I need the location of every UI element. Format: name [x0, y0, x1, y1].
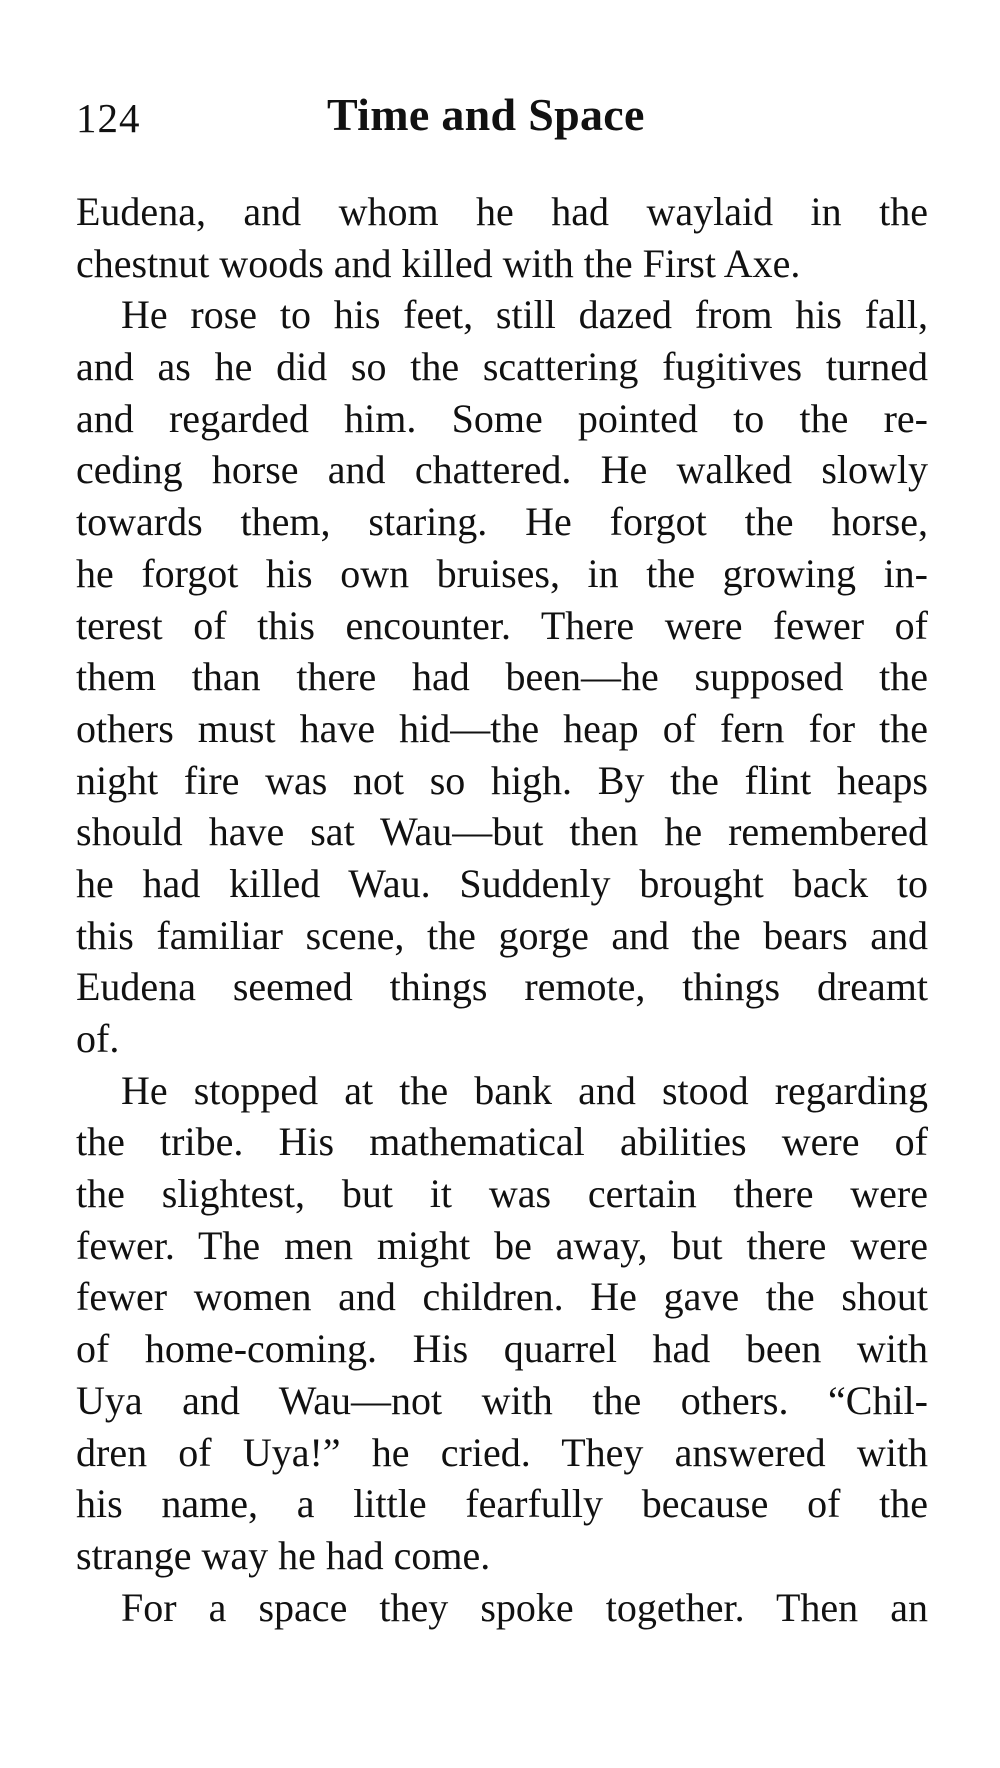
- text-line: and regarded him. Some pointed to the re-: [76, 395, 928, 441]
- text-line: he forgot his own bruises, in the growing in-: [76, 550, 928, 596]
- text-line: his name, a little fearfully because of the: [76, 1481, 928, 1527]
- text-line: Uya and Wau—not with the others. “Chil-: [76, 1377, 928, 1423]
- text-line: He rose to his feet, still dazed from his fall,: [121, 292, 928, 338]
- text-line: this familiar scene, the gorge and the bears and: [76, 912, 928, 958]
- text-line: strange way he had come.: [76, 1532, 491, 1578]
- text-line: fewer women and children. He gave the shout: [76, 1274, 928, 1320]
- text-line: he had killed Wau. Suddenly brought back to: [76, 860, 928, 906]
- text-line: For a space they spoke together. Then an: [121, 1584, 928, 1630]
- text-line: others must have hid—the heap of fern for the: [76, 705, 928, 751]
- text-line: He stopped at the bank and stood regarding: [121, 1067, 928, 1113]
- text-line: fewer. The men might be away, but there were: [76, 1222, 928, 1268]
- text-line: Eudena, and whom he had waylaid in the: [76, 189, 928, 234]
- page-number: 124: [76, 95, 141, 141]
- text-line: terest of this encounter. There were fewer of: [76, 602, 928, 648]
- text-line: them than there had been—he supposed the: [76, 654, 928, 700]
- text-line: of home-coming. His quarrel had been with: [76, 1326, 928, 1372]
- text-line: chestnut woods and killed with the First Axe.: [76, 240, 801, 286]
- running-title: Time and Space: [327, 89, 645, 140]
- running-head: [76, 88, 926, 148]
- text-line: ceding horse and chattered. He walked slowly: [76, 447, 928, 493]
- text-line: night fire was not so high. By the flint heaps: [76, 757, 928, 803]
- text-line: and as he did so the scattering fugitives turned: [76, 344, 928, 390]
- text-line: dren of Uya!” he cried. They answered with: [76, 1429, 928, 1475]
- text-line: the tribe. His mathematical abilities were of: [76, 1119, 928, 1165]
- text-line: should have sat Wau—but then he remembered: [76, 809, 928, 855]
- text-line: of.: [76, 1016, 120, 1061]
- text-line: towards them, staring. He forgot the horse,: [76, 499, 928, 545]
- text-line: the slightest, but it was certain there were: [76, 1171, 928, 1217]
- text-line: Eudena seemed things remote, things dreamt: [76, 964, 928, 1010]
- body-text: [76, 186, 928, 1633]
